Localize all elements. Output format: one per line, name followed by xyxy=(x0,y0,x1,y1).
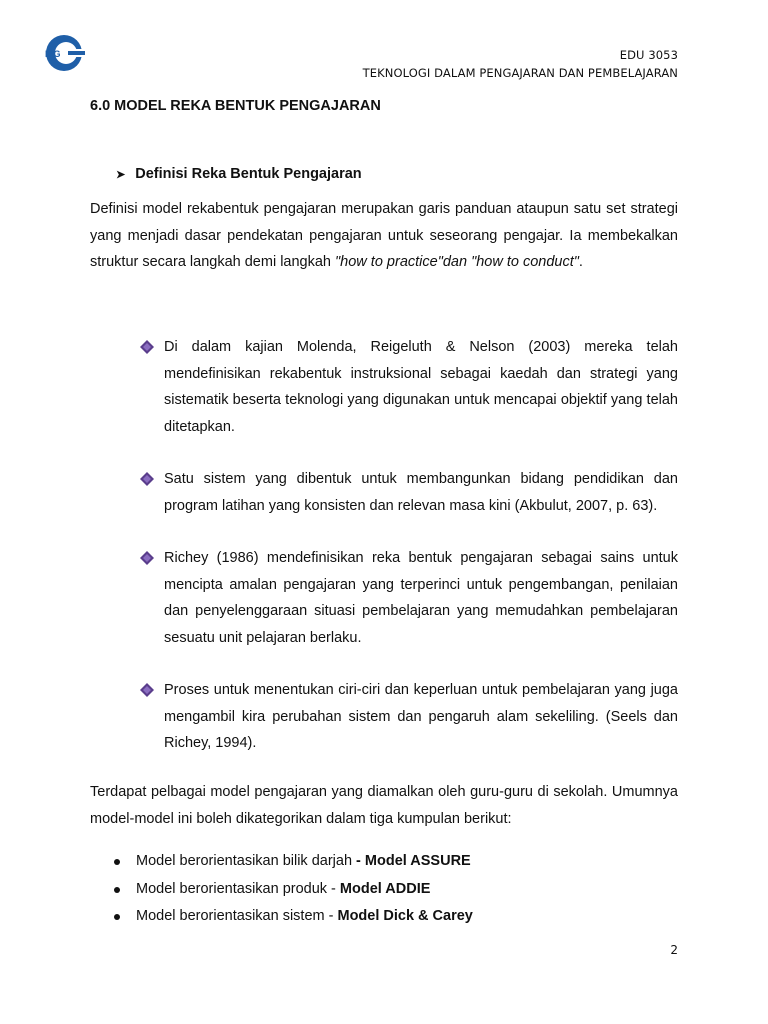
model-item xyxy=(114,903,473,931)
institution-logo xyxy=(43,33,85,73)
diamond-bullet-icon xyxy=(140,551,154,565)
definition-item xyxy=(140,545,678,651)
subheading-text: Definisi Reka Bentuk Pengajaran xyxy=(135,166,362,182)
definition-item xyxy=(140,677,678,757)
intro-paragraph xyxy=(90,196,678,276)
intro-quote: "how to practice"dan "how to conduct" xyxy=(335,254,579,270)
definition-text: Proses untuk menentukan ciri-ciri dan keperluan untuk pembelajaran yang juga mengambil kira perubahan sistem dan pengaruh alam sekeliling. (Seels dan Richey, 1994). xyxy=(164,682,678,751)
outro-paragraph: Terdapat pelbagai model pengajaran yang diamalkan oleh guru-guru di sekolah. Umumnya model-model ini boleh dikategorikan dalam tiga kumpulan berikut: xyxy=(90,784,678,827)
bullet-dot-icon xyxy=(114,914,120,920)
logo-text: IPG xyxy=(45,49,61,59)
intro-text: Definisi model rekabentuk pengajaran merupakan garis panduan ataupun satu set strategi yang menjadi dasar pendekatan pengajaran untuk seseorang pengajar. Ia membekalkan struktur secara langkah demi langkah xyxy=(90,201,678,270)
page-number: 2 xyxy=(670,943,678,957)
section-title: 6.0 MODEL REKA BENTUK PENGAJARAN xyxy=(90,98,381,114)
subheading xyxy=(116,166,362,182)
diamond-bullet-icon xyxy=(140,683,154,697)
definition-list xyxy=(140,334,678,783)
model-item xyxy=(114,848,473,876)
diamond-bullet-icon xyxy=(140,472,154,486)
intro-end: . xyxy=(578,254,583,270)
arrow-bullet-icon: ➤ xyxy=(116,168,126,181)
definition-text: Satu sistem yang dibentuk untuk membangunkan bidang pendidikan dan program latihan yang konsisten dan relevan masa kini (Akbulut, 2007, p. 63). xyxy=(164,471,678,514)
definition-item xyxy=(140,334,678,440)
course-code: EDU 3053 xyxy=(619,48,678,62)
definition-item xyxy=(140,466,678,519)
model-name: Model Dick & Carey xyxy=(337,908,473,924)
bullet-dot-icon xyxy=(114,887,120,893)
model-name: - Model ASSURE xyxy=(356,853,471,869)
running-header xyxy=(363,46,678,82)
definition-text: Di dalam kajian Molenda, Reigeluth & Nelson (2003) mereka telah mendefinisikan rekabentuk instruksional sebagai kaedah dan strategi yang sistematik beserta teknologi yang digunakan untuk mencapai objektif yang telah ditetapkan. xyxy=(164,339,678,435)
model-name: Model ADDIE xyxy=(339,880,431,897)
model-prefix: Model berorientasikan produk - xyxy=(136,880,340,897)
course-title: TEKNOLOGI DALAM PENGAJARAN DAN PEMBELAJARAN xyxy=(362,66,678,80)
model-prefix: Model berorientasikan bilik darjah xyxy=(136,853,357,869)
model-prefix: Model berorientasikan sistem - xyxy=(136,908,338,924)
bullet-dot-icon xyxy=(114,859,120,865)
model-list xyxy=(114,848,473,931)
model-item xyxy=(114,876,473,904)
diamond-bullet-icon xyxy=(140,340,154,354)
definition-text: Richey (1986) mendefinisikan reka bentuk pengajaran sebagai sains untuk mencipta amalan pengajaran yang terperinci untuk pengembangan, penilaian dan penyelenggaraan situasi pembelajaran yang memudahkan pembelajaran sesuatu unit pelajaran berlaku. xyxy=(164,550,678,646)
